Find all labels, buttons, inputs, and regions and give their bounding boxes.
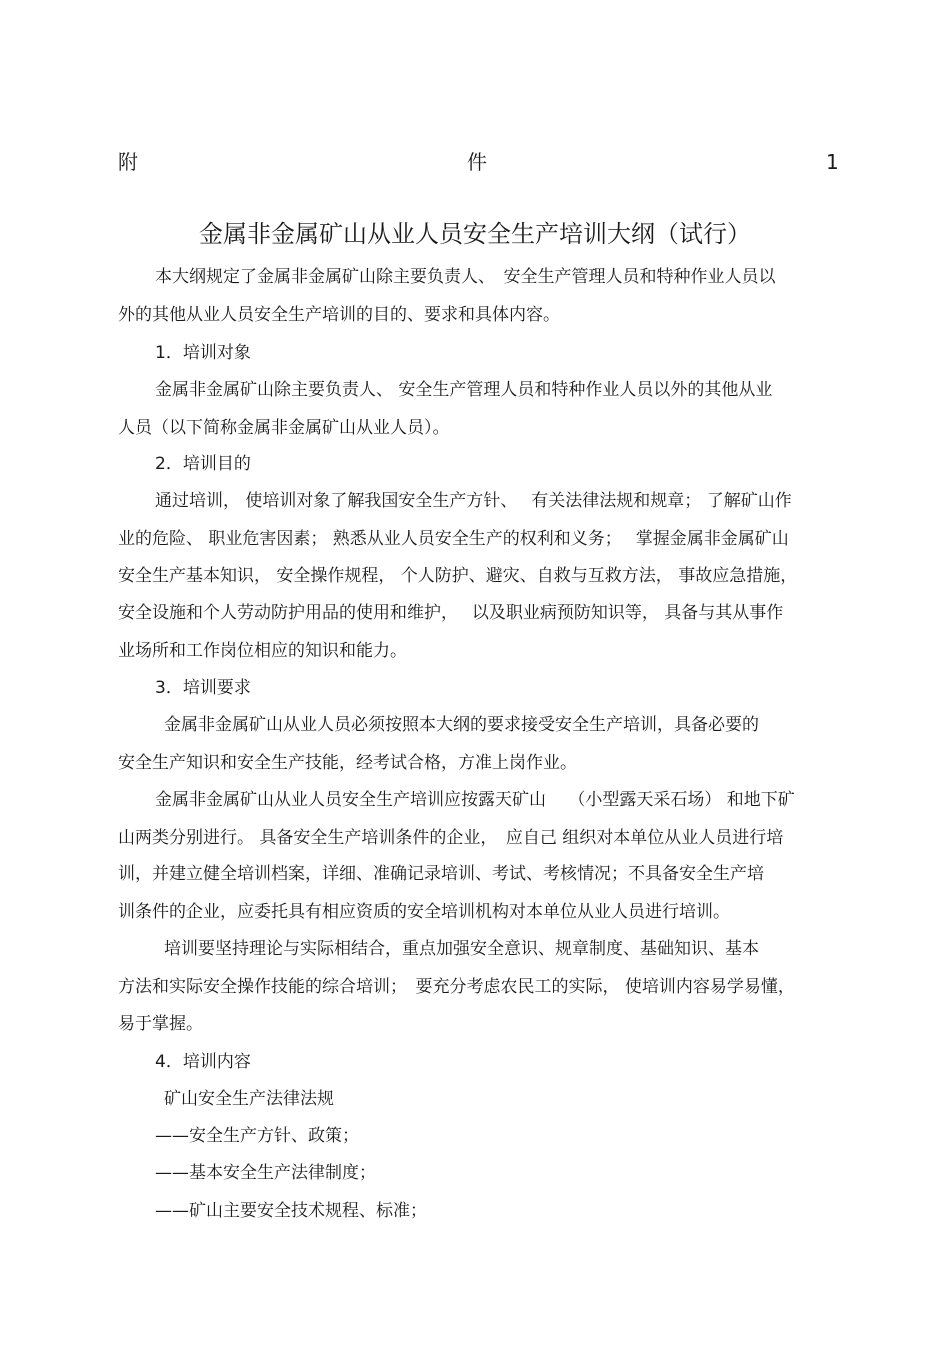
header-label-left: 附 (118, 150, 138, 174)
paragraph-line: 人员（以下简称金属非金属矿山从业人员）。 (118, 418, 450, 438)
list-item: ——基本安全生产法律制度； (155, 1163, 376, 1183)
paragraph-line: 金属非金属矿山从业人员必须按照本大纲的要求接受安全生产培训，具备必要的 (164, 715, 759, 735)
paragraph-line: 金属非金属矿山除主要负责人、 安全生产管理人员和特种作业人员以外的其他从业 (155, 380, 773, 400)
paragraph-line: 业场所和工作岗位相应的知识和能力。 (118, 641, 407, 661)
paragraph-line: 培训要坚持理论与实际相结合，重点加强安全意识、规章制度、基础知识、基本 (164, 939, 759, 959)
paragraph-line: 本大纲规定了金属非金属矿山除主要负责人、 安全生产管理人员和特种作业人员以 (155, 267, 776, 287)
paragraph-line: 山两类分别进行。 具备安全生产培训条件的企业， 应自己 组织对本单位从业人员进行培 (118, 828, 784, 848)
header-label-middle: 件 (467, 150, 487, 174)
paragraph-line: 金属非金属矿山从业人员安全生产培训应按露天矿山 （小型露天采石场） 和地下矿 (155, 790, 795, 810)
paragraph-line: 方法和实际安全操作技能的综合培训； 要充分考虑农民工的实际， 使培训内容易学易懂， (118, 977, 795, 997)
section-heading: 1．培训对象 (155, 343, 251, 363)
paragraph-line: 安全生产知识和安全生产技能，经考试合格，方准上岗作业。 (118, 753, 577, 773)
document-title: 金属非金属矿山从业人员安全生产培训大纲（试行） (199, 220, 751, 248)
paragraph-line: 通过培训， 使培训对象了解我国安全生产方针、 有关法律法规和规章； 了解矿山作 (155, 491, 792, 511)
list-item: ——矿山主要安全技术规程、标准； (155, 1201, 427, 1221)
attachment-number: 1 (826, 150, 839, 174)
paragraph-line: 安全设施和个人劳动防护用品的使用和维护， 以及职业病预防知识等， 具备与其从事作 (118, 603, 784, 623)
section-heading: 2．培训目的 (155, 454, 251, 474)
paragraph-line: 业的危险、 职业危害因素； 熟悉从业人员安全生产的权利和义务； 掌握金属非金属矿山 (118, 529, 789, 549)
paragraph-line: 安全生产基本知识， 安全操作规程， 个人防护、避灾、自救与互救方法， 事故应急措施， (118, 566, 798, 586)
paragraph-line: 外的其他从业人员安全生产培训的目的、要求和具体内容。 (118, 305, 560, 325)
paragraph-line: 训，并建立健全培训档案，详细、准确记录培训、考试、考核情况；不具备安全生产培 (118, 864, 764, 884)
paragraph-line: 易于掌握。 (118, 1014, 203, 1034)
paragraph-line: 训条件的企业，应委托具有相应资质的安全培训机构对本单位从业人员进行培训。 (118, 902, 730, 922)
list-item: ——安全生产方针、政策； (155, 1126, 359, 1146)
subsection-heading: 矿山安全生产法律法规 (164, 1089, 334, 1109)
section-heading: 3．培训要求 (155, 678, 251, 698)
section-heading: 4．培训内容 (155, 1052, 251, 1072)
